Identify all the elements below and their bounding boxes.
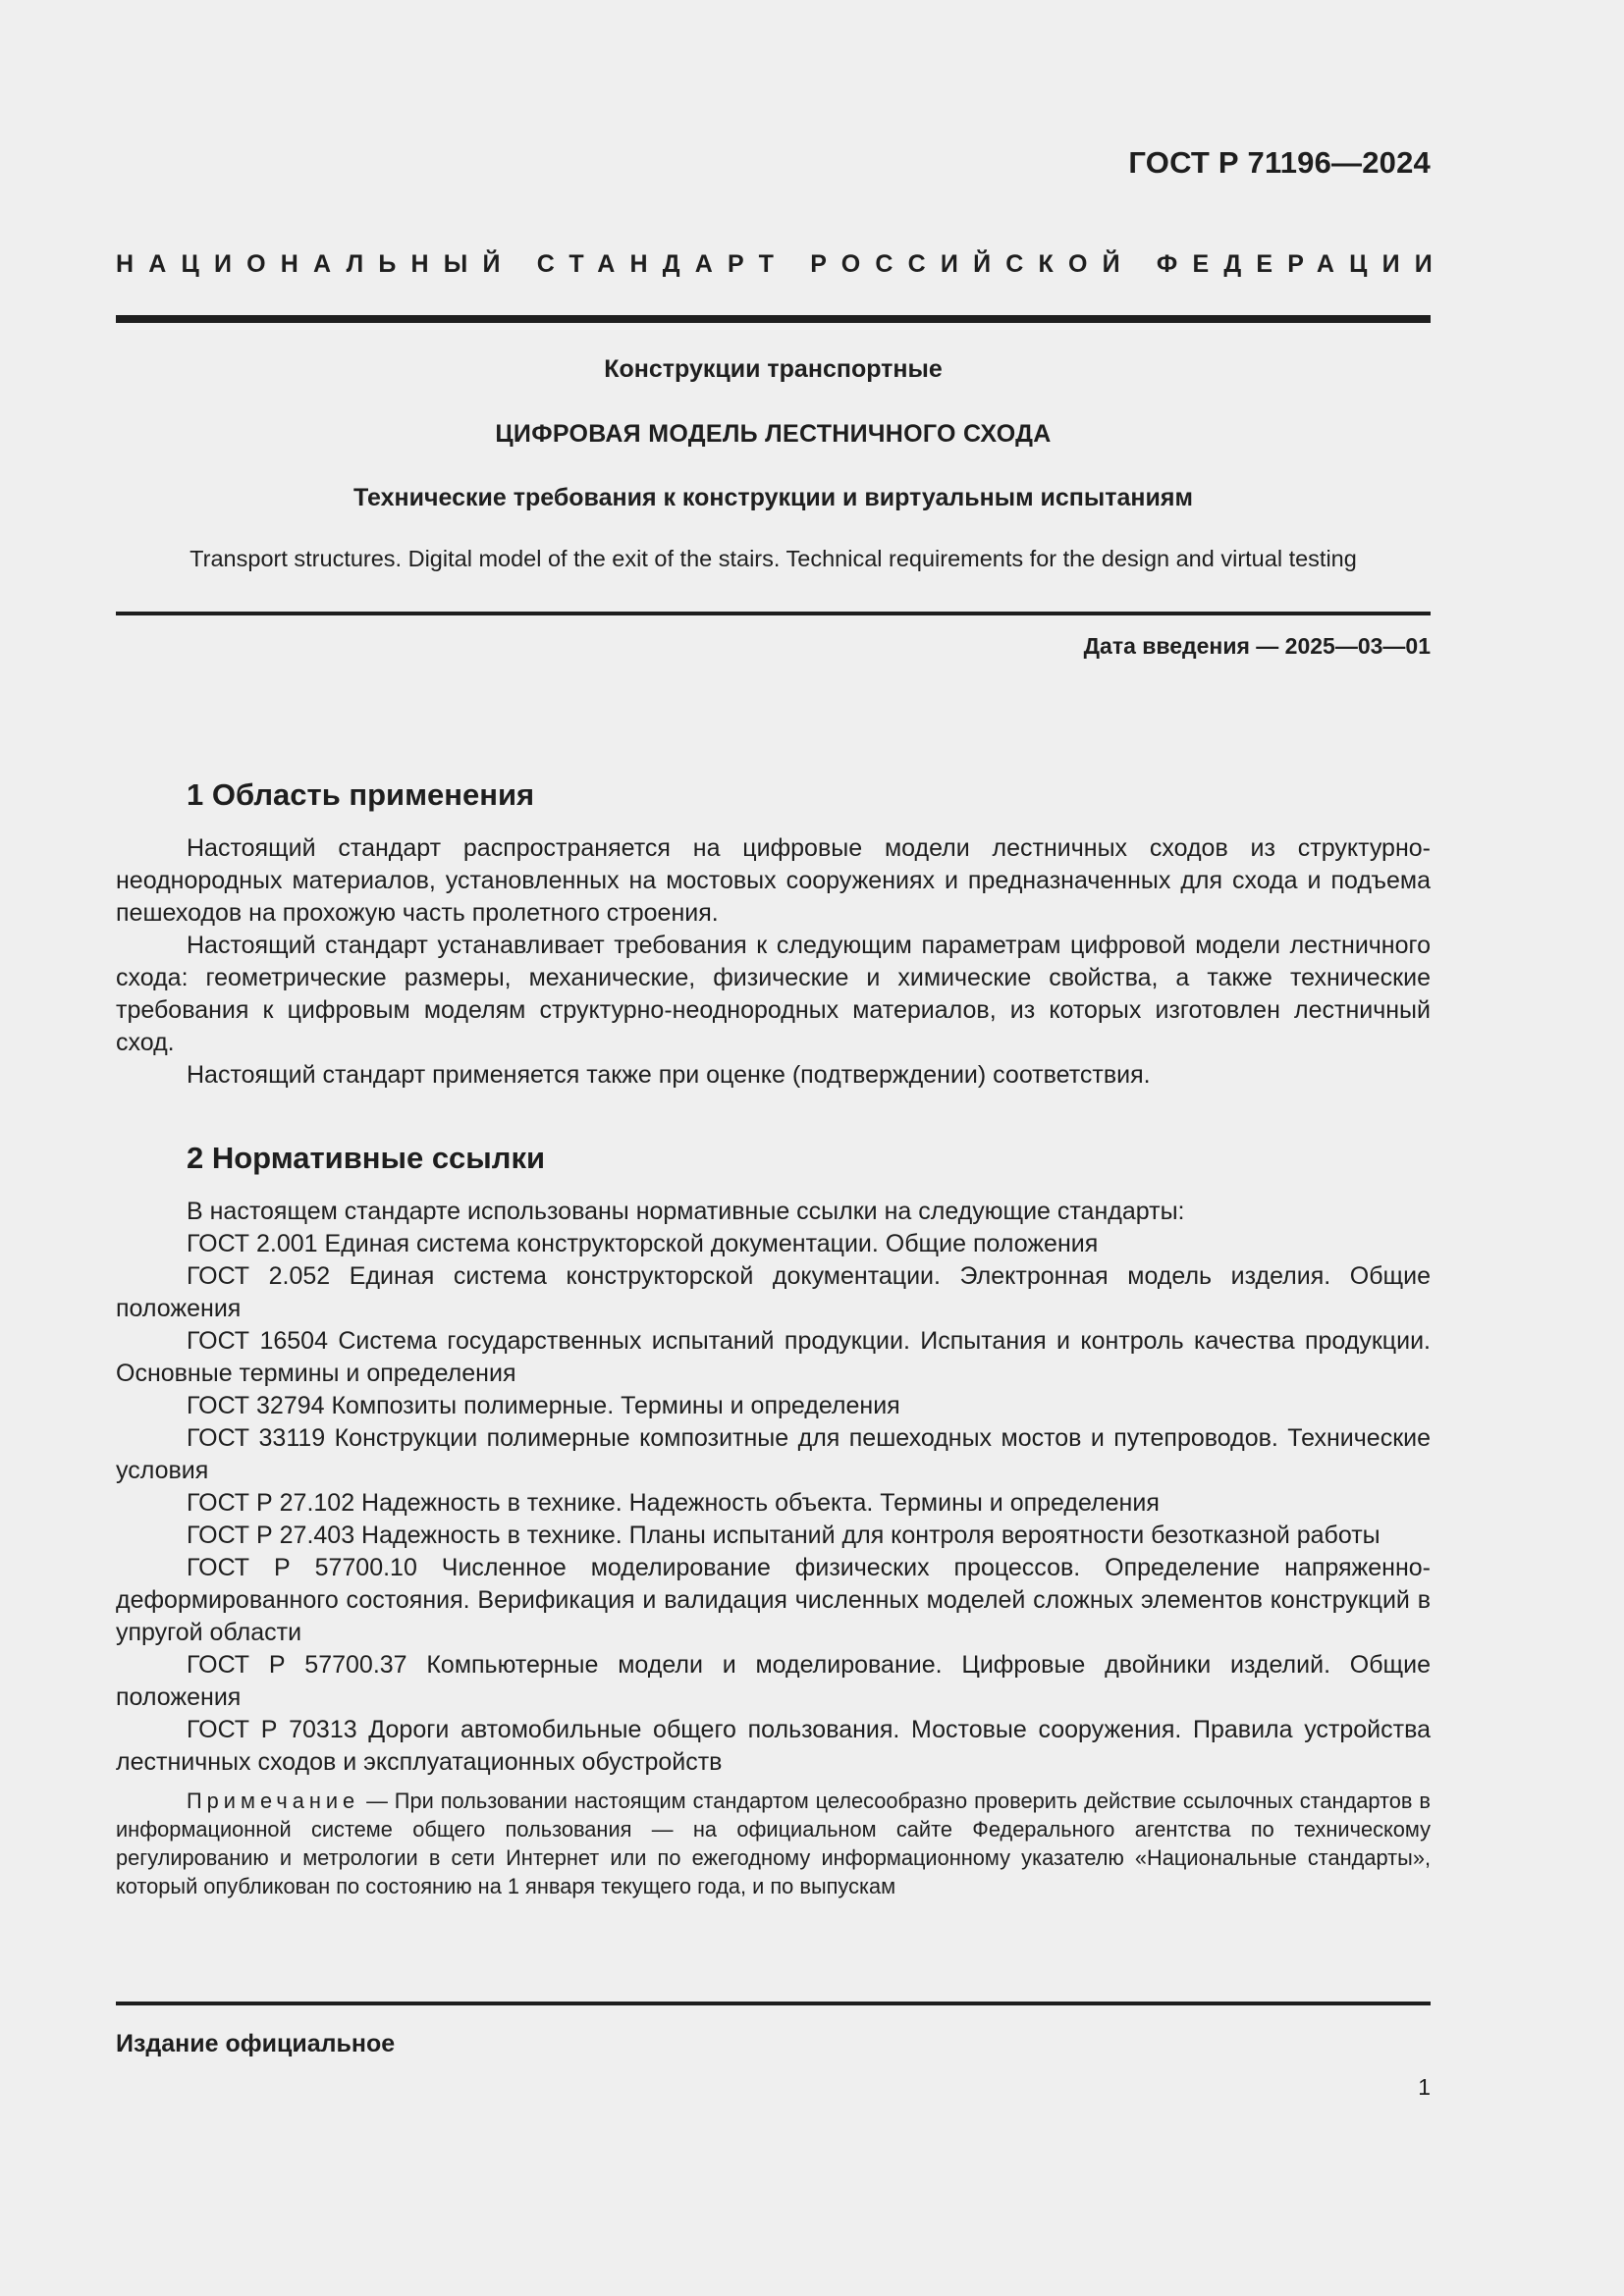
reference-item: ГОСТ 16504 Система государственных испытаний продукции. Испытания и контроль качества продукции. Основные термины и определения xyxy=(116,1327,1431,1387)
section-heading: 2 Нормативные ссылки xyxy=(187,1141,546,1175)
subject-line: Конструкции транспортные xyxy=(604,355,943,383)
paragraph: Настоящий стандарт применяется также при оценке (подтверждении) соответствия. xyxy=(187,1061,1151,1089)
section-heading: 1 Область применения xyxy=(187,777,535,812)
section-references xyxy=(116,1142,1431,1900)
reference-item: ГОСТ Р 27.102 Надежность в технике. Надежность объекта. Термины и определения xyxy=(187,1489,1160,1517)
title-rule xyxy=(116,612,1431,615)
document-code: ГОСТ Р 71196—2024 xyxy=(1128,145,1431,180)
note-label: Примечание xyxy=(187,1789,360,1813)
note-text: — При пользовании настоящим стандартом целесообразно проверить действие ссылочных стандартов в информационной системе общего пользования — на официальном сайте Федерального агентства по техническому регулированию и метрологии в сети Интернет или по ежегодному информационному указателю «Национальные стандарты», который опубликован по состоянию на 1 января текущего года, и по выпускам xyxy=(116,1789,1431,1898)
footer-rule xyxy=(116,2002,1431,2005)
reference-item: ГОСТ 2.052 Единая система конструкторской документации. Электронная модель изделия. Общие положения xyxy=(116,1262,1431,1322)
reference-item: ГОСТ Р 70313 Дороги автомобильные общего пользования. Мостовые сооружения. Правила устройства лестничных сходов и эксплуатационных обустройств xyxy=(116,1716,1431,1776)
english-title: Transport structures. Digital model of the exit of the stairs. Technical requirements for the design and virtual testing xyxy=(189,546,1357,571)
header-rule xyxy=(116,315,1431,323)
reference-item: ГОСТ Р 27.403 Надежность в технике. Планы испытаний для контроля вероятности безотказной работы xyxy=(187,1522,1380,1549)
document-subtitle: Технические требования к конструкции и виртуальным испытаниям xyxy=(353,484,1193,511)
national-standard-banner: НАЦИОНАЛЬНЫЙ СТАНДАРТ РОССИЙСКОЙ ФЕДЕРАЦИИ xyxy=(116,250,1447,278)
paragraph: В настоящем стандарте использованы нормативные ссылки на следующие стандарты: xyxy=(187,1198,1185,1225)
reference-item: ГОСТ 32794 Композиты полимерные. Термины и определения xyxy=(187,1392,900,1419)
note xyxy=(116,1787,1431,1900)
introduction-date: Дата введения — 2025—03—01 xyxy=(1083,633,1431,659)
section-scope xyxy=(116,778,1431,1092)
paragraph: Настоящий стандарт устанавливает требования к следующим параметрам цифровой модели лестничного схода: геометрические размеры, механические, физические и химические свойства, а также технические требования к цифровым моделям структурно-неоднородных материалов, из которых изготовлен лестничный сход. xyxy=(116,932,1431,1056)
reference-item: ГОСТ Р 57700.10 Численное моделирование физических процессов. Определение напряженно-деформированного состояния. Верификация и валидация численных моделей сложных элементов конструкций в упругой области xyxy=(116,1554,1431,1646)
document-title: ЦИФРОВАЯ МОДЕЛЬ ЛЕСТНИЧНОГО СХОДА xyxy=(495,420,1052,448)
reference-item: ГОСТ 33119 Конструкции полимерные композитные для пешеходных мостов и путепроводов. Технические условия xyxy=(116,1424,1431,1484)
reference-item: ГОСТ Р 57700.37 Компьютерные модели и моделирование. Цифровые двойники изделий. Общие положения xyxy=(116,1651,1431,1711)
edition-label: Издание официальное xyxy=(116,2030,396,2057)
reference-item: ГОСТ 2.001 Единая система конструкторской документации. Общие положения xyxy=(187,1230,1099,1257)
page-number: 1 xyxy=(1418,2074,1431,2100)
paragraph: Настоящий стандарт распространяется на цифровые модели лестничных сходов из структурно-неоднородных материалов, установленных на мостовых сооружениях и предназначенных для схода и подъема пешеходов на прохожую часть пролетного строения. xyxy=(116,834,1431,927)
